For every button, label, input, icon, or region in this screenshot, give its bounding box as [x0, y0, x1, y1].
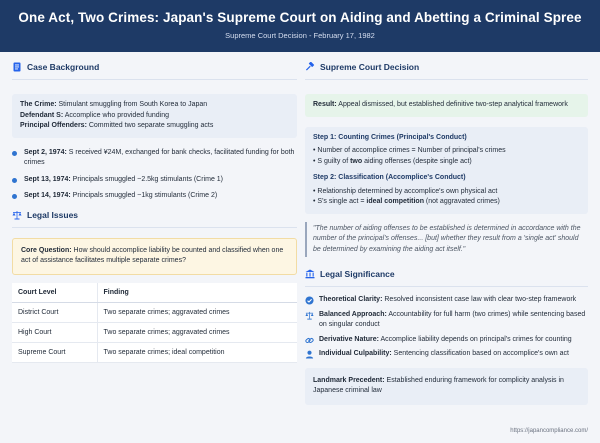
gavel-icon [305, 62, 315, 72]
crime-line: The Crime: Stimulant smuggling from South Korea to Japan [20, 101, 208, 108]
timeline-item: Sept 14, 1974: Principals smuggled ~1kg stimulants (Crime 2) [12, 191, 297, 202]
table-row: Supreme Court Two separate crimes; ideal competition [12, 342, 297, 362]
scale-icon [12, 210, 22, 220]
landmark-icon [305, 269, 315, 279]
divider [305, 79, 588, 80]
significance-item: Theoretical Clarity: Resolved inconsistent case law with clear two-step framework [305, 295, 588, 306]
result-box: Result: Appeal dismissed, but established definitive two-step analytical framework [305, 94, 588, 117]
offenders-line: Principal Offenders: Committed two separate smuggling acts [20, 122, 214, 129]
bullet-dot [12, 151, 17, 156]
legal-issues-heading: Legal Issues [12, 208, 297, 222]
significance-item: Derivative Nature: Accomplice liability depends on principal's crimes for counting [305, 335, 588, 346]
page-subtitle: Supreme Court Decision - February 17, 1982 [225, 31, 375, 40]
table-row: District Court Two separate crimes; aggravated crimes [12, 302, 297, 322]
court-findings-table [12, 283, 297, 363]
timeline-item: Sept 2, 1974: S received ¥24M, exchanged for bank checks, facilitated funding for both crimes [12, 148, 297, 169]
table-header-row: Court Level Finding [12, 283, 297, 303]
court-quote: "The number of aiding offenses to be established is determined in accordance with the number of the principal's offenses... [but] whether they result from a 'single act' should be determined by examining the aiding act itself." [305, 222, 588, 258]
page-title: One Act, Two Crimes: Japan's Supreme Court on Aiding and Abetting a Criminal Spree [18, 10, 582, 25]
left-column [12, 60, 297, 363]
step1-title: Step 1: Counting Crimes (Principal's Conduct) [313, 133, 467, 141]
significance-item: Individual Culpability: Sentencing classification based on accomplice's own act [305, 349, 588, 360]
decision-heading: Supreme Court Decision [305, 60, 588, 74]
step2-title: Step 2: Classification (Accomplice's Conduct) [313, 174, 466, 181]
timeline-item: Sept 13, 1974: Principals smuggled ~2.5kg stimulants (Crime 1) [12, 175, 297, 186]
user-icon [305, 350, 314, 359]
footer-url: https://japancompliance.com/ [510, 428, 588, 434]
step2-line: • Relationship determined by accomplice's own physical act [313, 187, 498, 195]
core-question-box: Core Question: How should accomplice liability be counted and classified when one act of assistance facilitates multiple separate crimes? [12, 238, 297, 275]
significance-item: Balanced Approach: Accountability for full harm (two crimes) while sentencing based on singular conduct [305, 310, 588, 331]
landmark-box: Landmark Precedent: Established enduring framework for complicity analysis in Japanese criminal law [305, 368, 588, 405]
divider [305, 286, 588, 287]
divider [12, 227, 297, 228]
defendant-line: Defendant S: Accomplice who provided funding [20, 111, 170, 119]
page-header [0, 0, 600, 52]
timeline-list [12, 148, 297, 202]
step2-line: • S's single act = ideal competition (not aggravated crimes) [313, 198, 500, 205]
scale-icon [305, 311, 314, 320]
significance-heading: Legal Significance [305, 267, 588, 281]
significance-list [305, 295, 588, 360]
bullet-dot [12, 178, 17, 183]
divider [12, 79, 297, 80]
bullet-dot [12, 194, 17, 199]
case-facts-box [12, 94, 297, 138]
table-row: High Court Two separate crimes; aggravated crimes [12, 322, 297, 342]
step1-line: • S guilty of two aiding offenses (despite single act) [313, 157, 472, 165]
check-circle-icon [305, 296, 314, 305]
case-background-heading: Case Background [12, 60, 297, 74]
right-column [305, 60, 588, 405]
framework-box [305, 127, 588, 214]
link-icon [305, 336, 314, 345]
document-icon [12, 62, 22, 72]
step1-line: • Number of accomplice crimes = Number of principal's crimes [313, 147, 506, 154]
